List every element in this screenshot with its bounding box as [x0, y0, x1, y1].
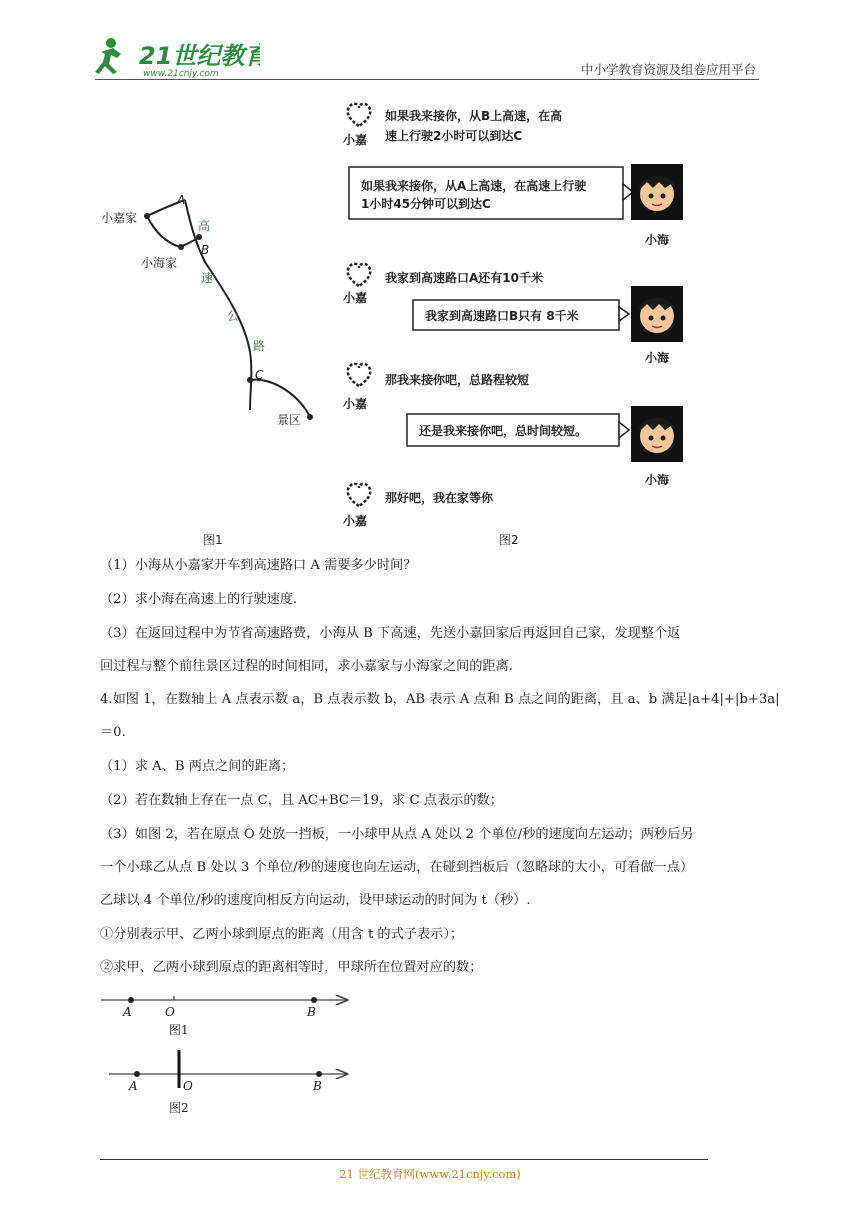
speaker-xiaohai-3: 小海 — [645, 473, 670, 487]
avatar-xiaohai-icon — [631, 406, 683, 462]
figure-top — [95, 92, 775, 552]
dialogue-2-line-2: 1小时45分钟可以到达C — [361, 197, 491, 211]
speaker-xiaohai-1: 小海 — [645, 233, 670, 247]
logo-url: www.21cnjy.com — [143, 69, 219, 79]
road-char-4: 路 — [253, 339, 266, 353]
heart-icon — [348, 104, 371, 126]
number-line-fig2 — [109, 1050, 347, 1115]
q4-part3-sub1: ①分别表示甲、乙两小球到原点的距离（用含 t 的式子表示）； — [100, 927, 464, 942]
header-divider — [95, 79, 759, 80]
q3-part3-line2: 回过程与整个前往景区过程的时间相同，求小嘉家与小海家之间的距离. — [100, 659, 514, 674]
heart-icon — [348, 364, 371, 386]
nl1-label-A: A — [123, 1005, 132, 1019]
footer-text[interactable]: 21 世纪教育网(www.21cnjy.com) — [339, 1167, 521, 1181]
label-C: C — [255, 368, 264, 382]
dialogue-7-line-1: 那好吧，我在家等你 — [385, 491, 494, 505]
dialogue-3-line-1: 我家到高速路口A还有10千米 — [385, 271, 543, 285]
nl2-caption: 图2 — [169, 1101, 189, 1115]
fig1-map — [101, 193, 313, 547]
label-xiaohai-home: 小海家 — [141, 256, 178, 270]
dialogue-4-line-1: 我家到高速路口B只有 8千米 — [425, 309, 579, 323]
number-line-fig1 — [101, 996, 347, 1037]
nl1-label-O: O — [165, 1005, 175, 1019]
avatar-xiaohai-icon — [631, 164, 683, 220]
label-A: A — [177, 193, 186, 207]
speaker-xiaojia-1: 小嘉 — [343, 133, 368, 147]
logo-text: 21世纪教育 — [139, 42, 260, 70]
fig2-caption: 图2 — [499, 533, 519, 547]
heart-icon — [348, 484, 371, 506]
number-line-figures — [95, 988, 375, 1120]
q3-part2: （2）求小海在高速上的行驶速度. — [100, 592, 298, 607]
q4-part2: （2）若在数轴上存在一点 C，且 AC+BC＝19，求 C 点表示的数； — [100, 793, 503, 808]
q4-part3-line3: 乙球以 4 个单位/秒的速度向相反方向运动，设甲球运动的时间为 t（秒）. — [100, 893, 531, 908]
nl2-label-O: O — [183, 1079, 193, 1093]
dialogue-1-line-1: 如果我来接你，从B上高速，在高 — [385, 109, 563, 123]
nl1-label-B: B — [307, 1005, 316, 1019]
fig1-caption: 图1 — [203, 533, 223, 547]
dialogue-1-line-2: 速上行驶2小时可以到达C — [385, 129, 523, 143]
q3-part3-line1: （3）在返回过程中为节省高速路费，小海从 B 下高速，先送小嘉回家后再返回自己家，发现整个返 — [100, 626, 681, 641]
dialogue-2-line-1: 如果我来接你，从A上高速，在高速上行驶 — [361, 179, 587, 193]
q4-part3-line1: （3）如图 2，若在原点 O 处放一挡板，一小球甲从点 A 处以 2 个单位/秒的速度向左运动；两秒后另 — [100, 827, 694, 842]
speaker-xiaojia-3: 小嘉 — [343, 397, 368, 411]
dialogue-6-line-1: 还是我来接你吧，总时间较短。 — [419, 424, 588, 438]
label-scenic: 景区 — [277, 413, 302, 427]
speaker-xiaojia-2: 小嘉 — [343, 291, 368, 305]
header-platform-text: 中小学教育资源及组卷应用平台 — [580, 62, 756, 77]
road-char-1: 高 — [198, 219, 211, 233]
q3-part1: （1）小海从小嘉家开车到高速路口 A 需要多少时间？ — [100, 558, 417, 573]
nl1-caption: 图1 — [169, 1023, 189, 1037]
label-xiaojia-home: 小嘉家 — [101, 211, 138, 225]
q4-stem-line1: 4.如图 1，在数轴上 A 点表示数 a，B 点表示数 b，AB 表示 A 点和 B 点之间的距离，且 a、b 满足|a+4|+|b+3a| — [100, 692, 780, 707]
footer-divider — [100, 1159, 708, 1160]
road-char-3: 公 — [227, 309, 240, 323]
q4-part1: （1）求 A、B 两点之间的距离； — [100, 759, 295, 774]
heart-icon — [348, 264, 371, 286]
dialogue-5-line-1: 那我来接你吧，总路程较短 — [385, 373, 530, 387]
speaker-xiaohai-2: 小海 — [645, 351, 670, 365]
q4-part3-sub2: ②求甲、乙两小球到原点的距离相等时，甲球所在位置对应的数； — [100, 960, 483, 975]
q4-part3-line2: 一个小球乙从点 B 处以 3 个单位/秒的速度也向左运动，在碰到挡板后（忽略球的大小，可看做一点） — [100, 860, 694, 875]
nl2-label-B: B — [313, 1079, 322, 1093]
site-logo — [95, 34, 260, 80]
nl2-label-A: A — [129, 1079, 138, 1093]
avatar-xiaohai-icon — [631, 286, 683, 342]
q4-stem-line2: ＝0. — [100, 725, 126, 740]
speaker-xiaojia-4: 小嘉 — [343, 514, 368, 528]
label-B: B — [201, 243, 210, 257]
road-char-2: 速 — [201, 271, 214, 285]
fig2-dialogue — [343, 104, 683, 547]
